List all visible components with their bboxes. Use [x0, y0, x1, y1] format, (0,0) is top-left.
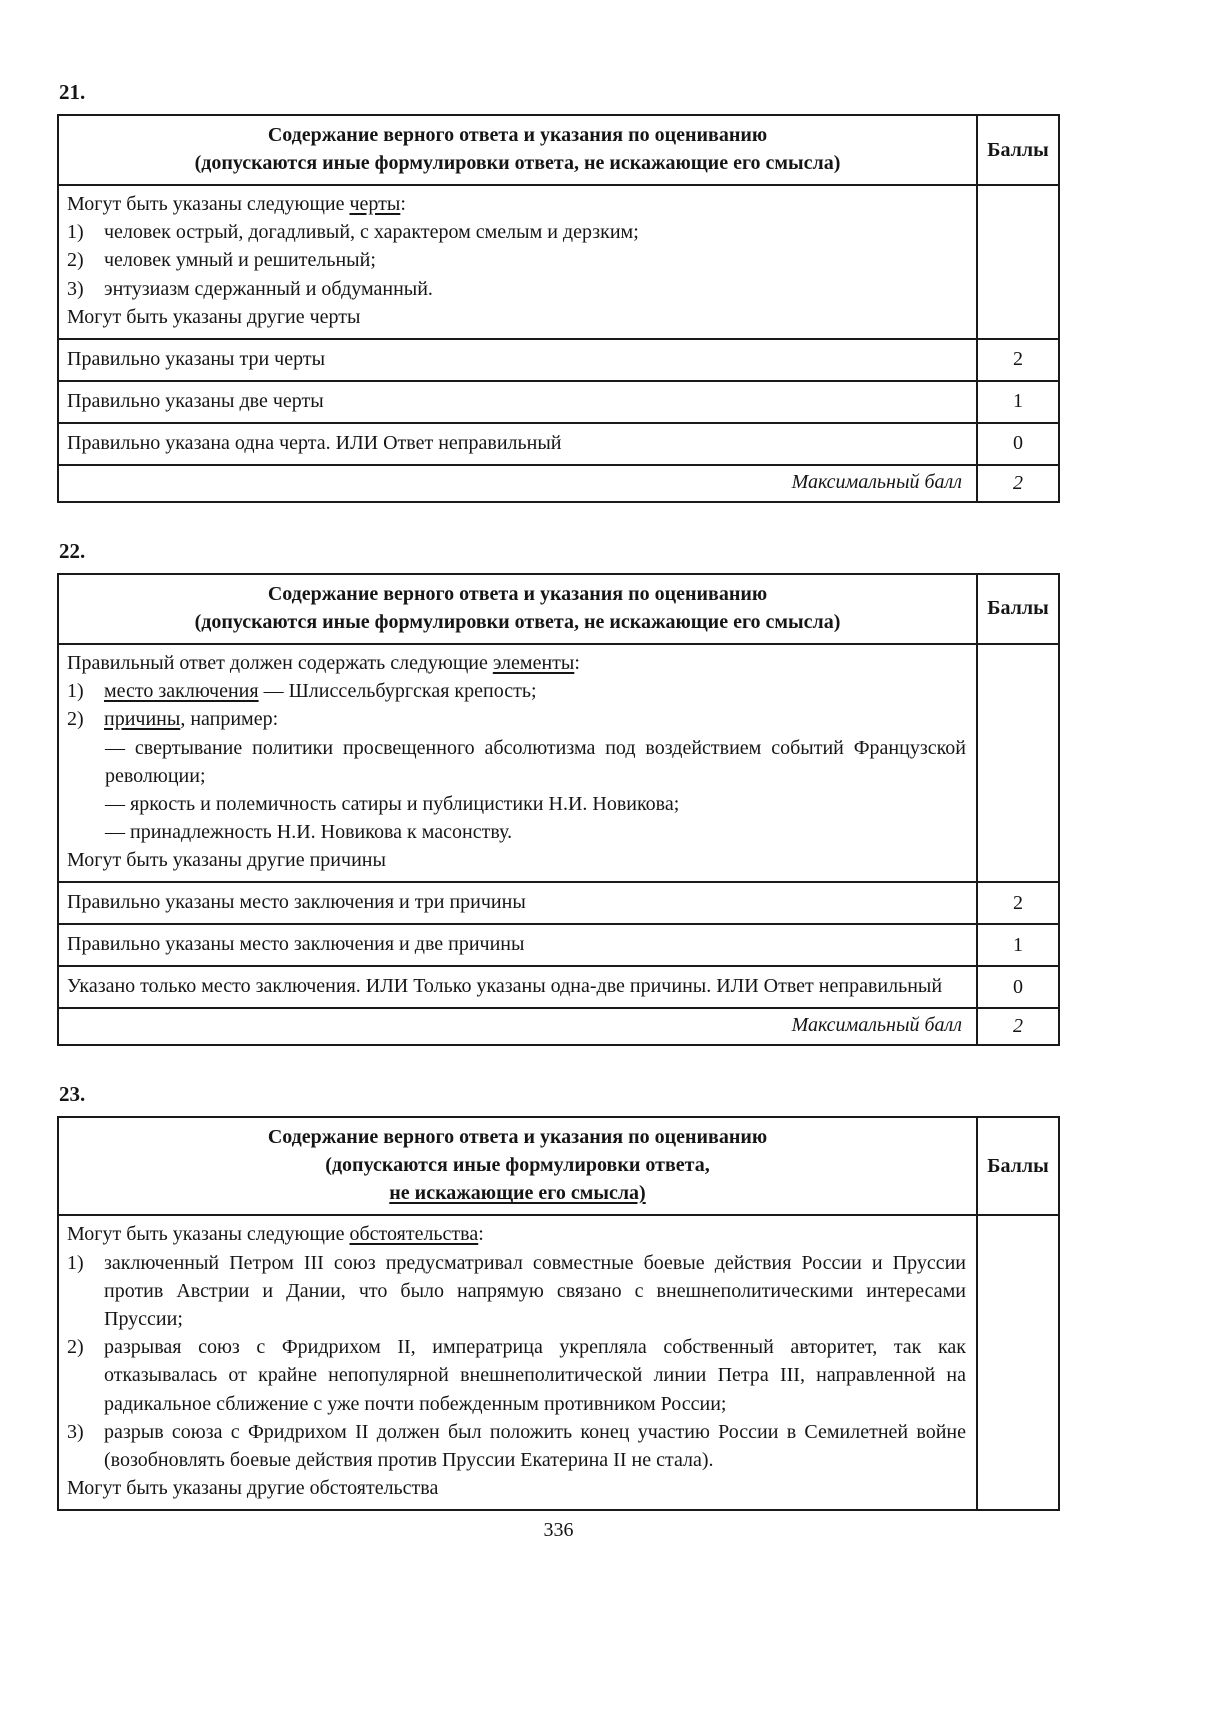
header-line: (допускаются иные формулировки ответа,: [325, 1154, 710, 1177]
content-intro: Правильный ответ должен содержать следующие элементы:: [67, 651, 580, 674]
question-23: [57, 1082, 1063, 1511]
score-points: 1: [977, 381, 1059, 423]
list-item: 1) заключенный Петром III союз предусматривал совместные боевые действия России и Пруссии против Австрии и Дании, что было напрямую связано с внешнеполитическими интересами Пруссии;: [67, 1251, 966, 1330]
max-score-row: [58, 465, 1059, 502]
table-header-content: [58, 574, 977, 644]
sub-list-item: — принадлежность Н.И. Новикова к масонству.: [105, 821, 513, 844]
table-header-row: [58, 115, 1059, 185]
score-row: [58, 924, 1059, 966]
points-header: Баллы: [977, 1117, 1059, 1215]
question-number: 23.: [59, 1082, 86, 1107]
table-header-content: [58, 1117, 977, 1215]
table-header-row: [58, 1117, 1059, 1215]
score-criterion: Правильно указаны место заключения и две причины: [58, 924, 977, 966]
empty-points-cell: [977, 185, 1059, 339]
answer-content-row: [58, 185, 1059, 339]
max-score-row: [58, 1008, 1059, 1045]
header-line: Содержание верного ответа и указания по оцениванию: [267, 124, 768, 146]
underlined-term: элементы: [492, 651, 575, 674]
score-row: [58, 966, 1059, 1008]
empty-points-cell: [977, 1215, 1059, 1510]
score-points: 0: [977, 966, 1059, 1008]
score-points: 1: [977, 924, 1059, 966]
answer-content-cell: [58, 644, 977, 883]
max-score-points: 2: [977, 465, 1059, 502]
score-criterion: Правильно указаны место заключения и три причины: [58, 882, 977, 924]
question-number: 21.: [59, 80, 86, 104]
list-item: 3) энтузиазм сдержанный и обдуманный.: [67, 277, 433, 300]
list-item: 2) разрывая союз с Фридрихом II, императрица укрепляла собственный авторитет, так как отказывалась от крайне непопулярной внешнеполитической линии Петра III, направленной на радикальное сближение с уже почти побежденным противником России;: [67, 1336, 966, 1415]
list-item: 2) причины, например:: [67, 708, 279, 731]
content-outro: Могут быть указаны другие черты: [67, 305, 361, 328]
question-22: [57, 539, 1063, 1047]
empty-points-cell: [977, 644, 1059, 883]
score-criterion: Правильно указаны две черты: [58, 381, 977, 423]
list-item: 1) место заключения — Шлиссельбургская крепость;: [67, 680, 537, 703]
header-line: Содержание верного ответа и указания по оцениванию: [267, 1126, 768, 1149]
header-line: (допускаются иные формулировки ответа, не искажающие его смысла): [194, 152, 841, 174]
score-criterion: Правильно указана одна черта. ИЛИ Ответ неправильный: [58, 423, 977, 465]
content-intro: Могут быть указаны следующие черты:: [67, 193, 406, 215]
rubric-table-21: [57, 114, 1060, 503]
score-points: 2: [977, 339, 1059, 381]
underlined-term: причины: [104, 708, 181, 731]
underlined-term: черты: [349, 193, 401, 215]
score-criterion: Правильно указаны три черты: [58, 339, 977, 381]
list-item: 2) человек умный и решительный;: [67, 249, 376, 272]
sub-list-item: — яркость и полемичность сатиры и публицистики Н.И. Новикова;: [105, 792, 680, 815]
score-criterion: Указано только место заключения. ИЛИ Только указаны одна-две причины. ИЛИ Ответ неправильный: [58, 966, 977, 1008]
points-header: Баллы: [977, 574, 1059, 644]
header-line: не искажающие его смысла): [389, 1182, 646, 1205]
underlined-term: обстоятельства: [349, 1223, 479, 1246]
rubric-table-23: [57, 1116, 1060, 1511]
content-outro: Могут быть указаны другие причины: [67, 849, 386, 872]
score-points: 2: [977, 882, 1059, 924]
rubric-table-22: [57, 573, 1060, 1047]
max-score-label: Максимальный балл: [58, 1008, 977, 1045]
max-score-points: 2: [977, 1008, 1059, 1045]
table-header-row: [58, 574, 1059, 644]
answer-content-row: [58, 1215, 1059, 1510]
list-item: 1) человек острый, догадливый, с характером смелым и дерзким;: [67, 221, 639, 244]
header-line: Содержание верного ответа и указания по оцениванию: [267, 582, 768, 605]
content-intro: Могут быть указаны следующие обстоятельства:: [67, 1223, 484, 1246]
list-item: 3) разрыв союза с Фридрихом II должен был положить конец участию России в Семилетней войне (возобновлять боевые действия против Пруссии Екатерина II не стала).: [67, 1420, 966, 1471]
score-row: [58, 339, 1059, 381]
answer-content-row: [58, 644, 1059, 883]
answer-content-cell: [58, 1215, 977, 1510]
page-number: 336: [543, 1519, 574, 1542]
score-row: [58, 423, 1059, 465]
question-21: [57, 80, 1063, 503]
points-header: Баллы: [977, 115, 1059, 185]
question-number: 22.: [59, 538, 86, 563]
sub-list-item: — свертывание политики просвещенного абсолютизма под воздействием событий Французской революции;: [105, 736, 966, 787]
content-outro: Могут быть указаны другие обстоятельства: [67, 1477, 439, 1500]
answer-content-cell: [58, 185, 977, 339]
underlined-term: место заключения: [104, 680, 259, 703]
table-header-content: [58, 115, 977, 185]
score-row: [58, 882, 1059, 924]
score-points: 0: [977, 423, 1059, 465]
score-row: [58, 381, 1059, 423]
max-score-label: Максимальный балл: [58, 465, 977, 502]
header-line: (допускаются иные формулировки ответа, не искажающие его смысла): [194, 610, 841, 633]
